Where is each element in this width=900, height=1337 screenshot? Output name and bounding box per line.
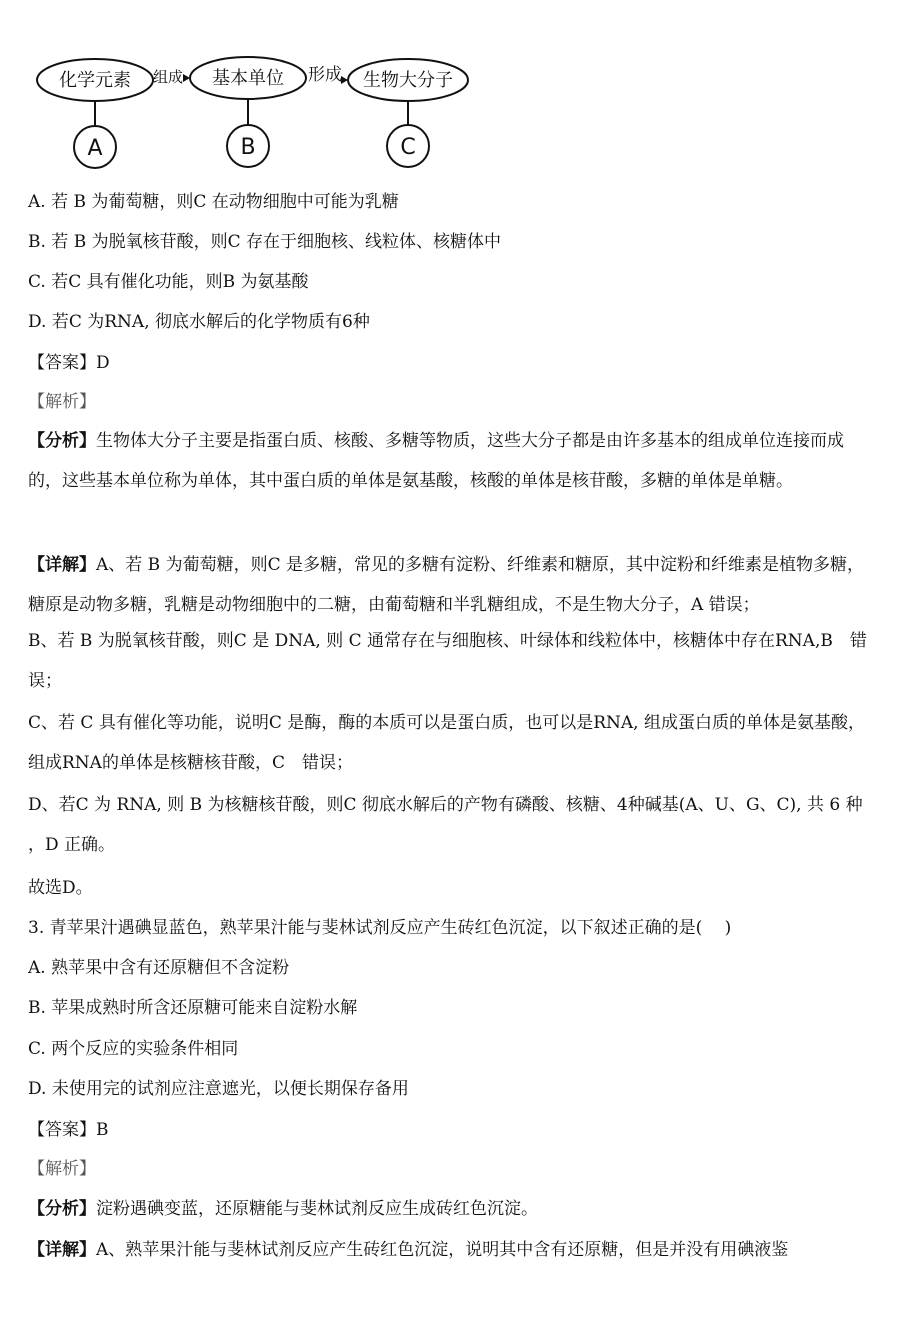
q3-option-b: B. 苹果成熟时所含还原糖可能来自淀粉水解 bbox=[28, 998, 358, 1018]
q3-xiangjie-tag: 【详解】 bbox=[28, 1240, 96, 1260]
q2-option-d: D. 若C 为RNA, 彻底水解后的化学物质有6种 bbox=[28, 312, 370, 332]
node-units-label: 基本单位 bbox=[212, 68, 284, 89]
q3-fenxi-text: 淀粉遇碘变蓝，还原糖能与斐林试剂反应生成砖红色沉淀。 bbox=[96, 1199, 538, 1219]
node-macromolecule-label: 生物大分子 bbox=[363, 70, 453, 91]
circle-b-label: B bbox=[240, 135, 256, 160]
q2-answer: 【答案】D bbox=[28, 353, 110, 373]
q2-xiangjie-b: B、若 B 为脱氧核苷酸，则C 是 DNA, 则 C 通常存在与细胞核、叶绿体和线粒体中，核糖体中存在RNA,B 错误； bbox=[28, 631, 867, 691]
q3-answer: 【答案】B bbox=[28, 1120, 109, 1140]
edge-form-label: 形成 bbox=[308, 65, 342, 85]
biomolecule-diagram bbox=[0, 0, 900, 180]
q3-xiangjie-text: A、熟苹果汁能与斐林试剂反应产生砖红色沉淀，说明其中含有还原糖，但是并没有用碘液鉴 bbox=[96, 1240, 789, 1260]
q2-jiexi-label: 【解析】 bbox=[28, 392, 96, 412]
q3-stem: 3. 青苹果汁遇碘显蓝色，熟苹果汁能与斐林试剂反应产生砖红色沉淀，以下叙述正确的是( ) bbox=[28, 918, 732, 938]
q2-option-a: A. 若 B 为葡萄糖，则C 在动物细胞中可能为乳糖 bbox=[28, 192, 399, 212]
q2-xiangjie-a-text: A、若 B 为葡萄糖，则C 是多糖，常见的多糖有淀粉、纤维素和糖原，其中淀粉和纤维素是植物多糖，糖原是动物多糖，乳糖是动物细胞中的二糖，由葡萄糖和半乳糖组成，不是生物大分子，A 错误； bbox=[28, 555, 864, 615]
q2-conclusion: 故选D。 bbox=[28, 878, 93, 898]
q3-jiexi-label: 【解析】 bbox=[28, 1159, 96, 1179]
q2-option-b: B. 若 B 为脱氧核苷酸，则C 存在于细胞核、线粒体、核糖体中 bbox=[28, 232, 502, 252]
circle-c-label: C bbox=[400, 135, 416, 160]
q3-option-c: C. 两个反应的实验条件相同 bbox=[28, 1039, 239, 1059]
circle-a-label: A bbox=[87, 136, 103, 161]
q3-fenxi bbox=[28, 1198, 538, 1220]
q2-xiangjie-a bbox=[28, 545, 873, 625]
q3-xiangjie bbox=[28, 1239, 788, 1261]
q3-option-a: A. 熟苹果中含有还原糖但不含淀粉 bbox=[28, 958, 290, 978]
arrow-head-1 bbox=[183, 74, 190, 82]
q2-xiangjie-c: C、若 C 具有催化等功能，说明C 是酶，酶的本质可以是蛋白质，也可以是RNA, 组成蛋白质的单体是氨基酸，组成RNA的单体是核糖核苷酸，C 错误； bbox=[28, 713, 865, 773]
q2-xiangjie-tag: 【详解】 bbox=[28, 555, 96, 575]
q2-xiangjie-d: D、若C 为 RNA, 则 B 为核糖核苷酸，则C 彻底水解后的产物有磷酸、核糖、4种碱基(A、U、G、C), 共 6 种 ，D 正确。 bbox=[28, 795, 863, 855]
q2-fenxi-text: 生物体大分子主要是指蛋白质、核酸、多糖等物质，这些大分子都是由许多基本的组成单位连接而成的，这些基本单位称为单体，其中蛋白质的单体是氨基酸，核酸的单体是核苷酸，多糖的单体是单糖。 bbox=[28, 431, 844, 491]
arrow-head-2 bbox=[341, 76, 348, 84]
edge-compose-label: 组成 bbox=[152, 68, 184, 86]
q3-option-d: D. 未使用完的试剂应注意遮光，以便长期保存备用 bbox=[28, 1079, 409, 1099]
q2-option-c: C. 若C 具有催化功能，则B 为氨基酸 bbox=[28, 272, 309, 292]
q2-fenxi bbox=[28, 421, 873, 501]
q2-fenxi-tag: 【分析】 bbox=[28, 431, 96, 451]
q3-fenxi-tag: 【分析】 bbox=[28, 1199, 96, 1219]
node-elements-label: 化学元素 bbox=[59, 70, 131, 91]
